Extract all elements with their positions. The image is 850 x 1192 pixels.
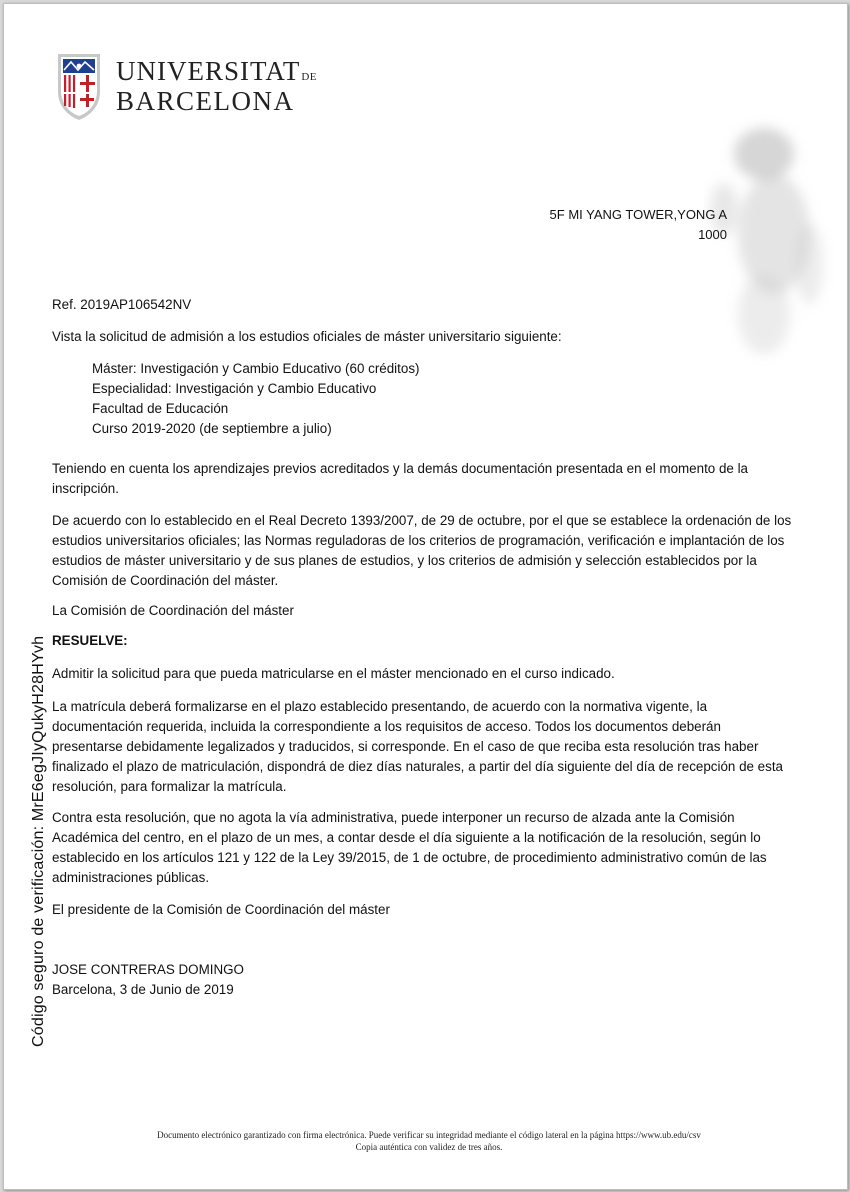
program-faculty: Facultad de Educación: [92, 401, 229, 416]
university-name-line2: BARCELONA: [116, 86, 295, 116]
enrolment-paragraph: La matrícula deberá formalizarse en el plazo establecido presentando, de acuerdo con la normativa vigente, la documentación requerida, incluida la correspondiente a los requisitos de acceso. Todos los documentos deberán presentarse debidamente legalizados y traducidos, si corresponde. En el caso de que reciba esta resolución tras haber finalizado el plazo de matriculación, dispondrá de diez días naturales, a partir del día siguiente del día de recepción de esta resolución, para formalizar la matrícula.: [52, 699, 783, 794]
university-name-line1: UNIVERSITAT: [116, 56, 301, 86]
university-crest-logo: [54, 48, 104, 122]
document-page: [3, 3, 848, 1190]
according-paragraph: De acuerdo con lo establecido en el Real Decreto 1393/2007, de 29 de octubre, por el que se establece la ordenación de los estudios universitarios oficiales; las Normas reguladoras de los criterios de programación, verificación e implantación de los estudios de máster universitario y de sus planes de estudios, y los criterios de admisión y selección establecidos por la Comisión de Coordinación del máster.: [52, 513, 792, 588]
verification-code: Código seguro de verificación: MrE6egJIyQukyH28HYvh: [30, 635, 47, 1047]
university-name: [116, 58, 317, 115]
program-speciality: Especialidad: Investigación y Cambio Educativo: [92, 381, 377, 396]
place-and-date: Barcelona, 3 de Junio de 2019: [52, 982, 234, 997]
recipient-address: [550, 205, 727, 245]
appeal-paragraph: Contra esta resolución, que no agota la vía administrativa, puede interponer un recurso de alzada ante la Comisión Académica del centro, en el plazo de un mes, a contar desde el día siguiente a la notificación de la resolución, según lo establecido en los artículos 121 y 122 de la Ley 39/2015, de 1 de octubre, de procedimiento administrativo común de las administraciones públicas.: [52, 810, 767, 885]
program-master: Máster: Investigación y Cambio Educativo (60 créditos): [92, 361, 420, 376]
signatory-name: JOSE CONTRERAS DOMINGO: [52, 962, 244, 977]
resolves-heading: RESUELVE:: [52, 633, 128, 648]
footer-line-1: Documento electrónico garantizado con firma electrónica. Puede verificar su integridad mediante el código lateral en la página https://www.ub.edu/csv: [157, 1130, 701, 1140]
university-name-de: DE: [301, 71, 317, 83]
program-course: Curso 2019-2020 (de septiembre a julio): [92, 421, 332, 436]
reference-number: Ref. 2019AP106542NV: [52, 297, 192, 312]
admit-paragraph: Admitir la solicitud para que pueda matricularse en el máster mencionado en el curso indicado.: [52, 666, 615, 681]
president-line: El presidente de la Comisión de Coordinación del máster: [52, 902, 390, 917]
address-line-2: 1000: [698, 227, 727, 242]
footer-line-2: Copia auténtica con validez de tres años.: [355, 1142, 503, 1152]
considering-paragraph: Teniendo en cuenta los aprendizajes previos acreditados y la demás documentación presentada en el momento de la inscripción.: [52, 461, 749, 496]
intro-paragraph: Vista la solicitud de admisión a los estudios oficiales de máster universitario siguiente:: [52, 329, 562, 344]
footer: [4, 1129, 848, 1153]
commission-line: La Comisión de Coordinación del máster: [52, 603, 294, 618]
address-line-1: 5F MI YANG TOWER,YONG A: [549, 207, 727, 222]
